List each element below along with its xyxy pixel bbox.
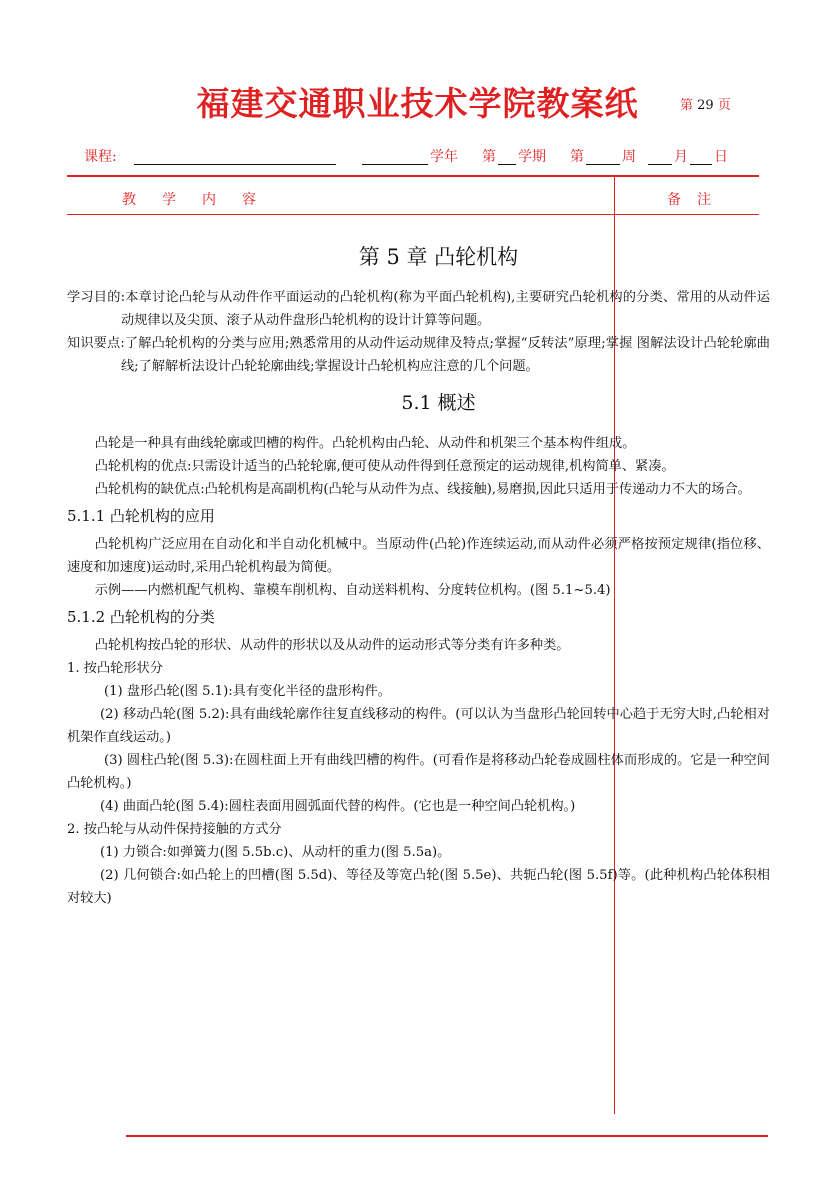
- list-item: (1) 盘形凸轮(图 5.1):具有变化半径的盘形构件。: [103, 684, 391, 699]
- header-rule-bottom: [67, 214, 759, 215]
- day-blank: [690, 164, 712, 165]
- list-item: (2) 移动凸轮(图 5.2):具有曲线轮廓作往复直线移动的构件。(可以认为当盘形凸轮回转中心趋于无穷大时,凸轮相对机架作直线运动。): [67, 707, 770, 745]
- paragraph: 示例——内燃机配气机构、靠模车削机构、自动送料机构、分度转位机构。(图 5.1~5.4): [94, 583, 611, 598]
- subsection-title: 5.1.2 凸轮机构的分类: [67, 608, 215, 626]
- section-title: 5.1 概述: [401, 392, 476, 414]
- year-blank: [362, 164, 428, 165]
- key-points: 知识要点:了解凸轮机构的分类与应用;熟悉常用的从动件运动规律及特点;掌握“反转法”原理;掌握 图解法设计凸轮轮廓曲线;了解解析法设计凸轮轮廓曲线;掌握设计凸轮机构应注意的几个问题。: [67, 336, 770, 374]
- page-suffix: 页: [717, 98, 731, 113]
- learning-objective: 学习目的:本章讨论凸轮与从动件作平面运动的凸轮机构(称为平面凸轮机构),主要研究凸轮机构的分类、常用的从动件运动规律以及尖顶、滚子从动件盘形凸轮机构的设计计算等问题。: [67, 290, 770, 328]
- paragraph: 凸轮机构广泛应用在自动化和半自动化机械中。当原动件(凸轮)作连续运动,而从动件必须严格按预定规律(指位移、速度和加速度)运动时,采用凸轮机构最为简便。: [67, 537, 770, 575]
- chapter-title: 第 5 章 凸轮机构: [358, 245, 519, 269]
- course-row: [84, 146, 764, 166]
- page-prefix: 第: [680, 98, 694, 113]
- semester-label: 学期: [518, 149, 546, 165]
- list-heading: 2. 按凸轮与从动件保持接触的方式分: [67, 822, 282, 837]
- subsection-title: 5.1.1 凸轮机构的应用: [67, 507, 215, 525]
- week-blank: [586, 164, 620, 165]
- course-blank: [134, 164, 336, 165]
- list-heading: 1. 按凸轮形状分: [67, 661, 163, 676]
- month-label: 月: [674, 149, 688, 165]
- paragraph: 凸轮机构的优点:只需设计适当的凸轮轮廓,便可使从动件得到任意预定的运动规律,机构简单、紧凑。: [94, 459, 675, 474]
- lesson-content: [67, 240, 770, 910]
- footer-rule: [126, 1135, 768, 1137]
- day-label: 日: [714, 149, 728, 165]
- note-column-label: 备注: [667, 192, 727, 208]
- di-label-1: 第: [482, 149, 496, 165]
- header-rule-top: [67, 175, 759, 177]
- di-label-2: 第: [570, 149, 584, 165]
- semester-blank: [498, 164, 516, 165]
- month-blank: [648, 164, 672, 165]
- paragraph: 凸轮机构的缺优点:凸轮机构是高副机构(凸轮与从动件为点、线接触),易磨损,因此只适用于传递动力不大的场合。: [94, 482, 751, 497]
- course-label: 课程:: [84, 149, 117, 165]
- paragraph: 凸轮是一种具有曲线轮廓或凹槽的构件。凸轮机构由凸轮、从动件和机架三个基本构件组成。: [94, 436, 636, 451]
- page-title: 福建交通职业技术学院教案纸: [196, 84, 639, 123]
- paragraph: 凸轮机构按凸轮的形状、从动件的形状以及从动件的运动形式等分类有许多种类。: [94, 638, 570, 653]
- list-item: (3) 圆柱凸轮(图 5.3):在圆柱面上开有曲线凹槽的构件。(可看作是将移动凸轮卷成圆柱体而形成的。它是一种空间凸轮机构。): [67, 753, 770, 791]
- week-label: 周: [622, 149, 636, 165]
- page-number-value: 29: [697, 98, 714, 113]
- page-number: [680, 94, 731, 113]
- content-column-label: 教学内容: [122, 192, 282, 208]
- list-item: (4) 曲面凸轮(图 5.4):圆柱表面用圆弧面代替的构件。(它也是一种空间凸轮机构。): [100, 799, 576, 814]
- list-item: (2) 几何锁合:如凸轮上的凹槽(图 5.5d)、等径及等宽凸轮(图 5.5e)、共轭凸轮(图 5.5f)等。(此种机构凸轮体积相对较大): [67, 868, 770, 906]
- list-item: (1) 力锁合:如弹簧力(图 5.5b.c)、从动杆的重力(图 5.5a)。: [100, 845, 451, 860]
- year-label: 学年: [430, 149, 458, 165]
